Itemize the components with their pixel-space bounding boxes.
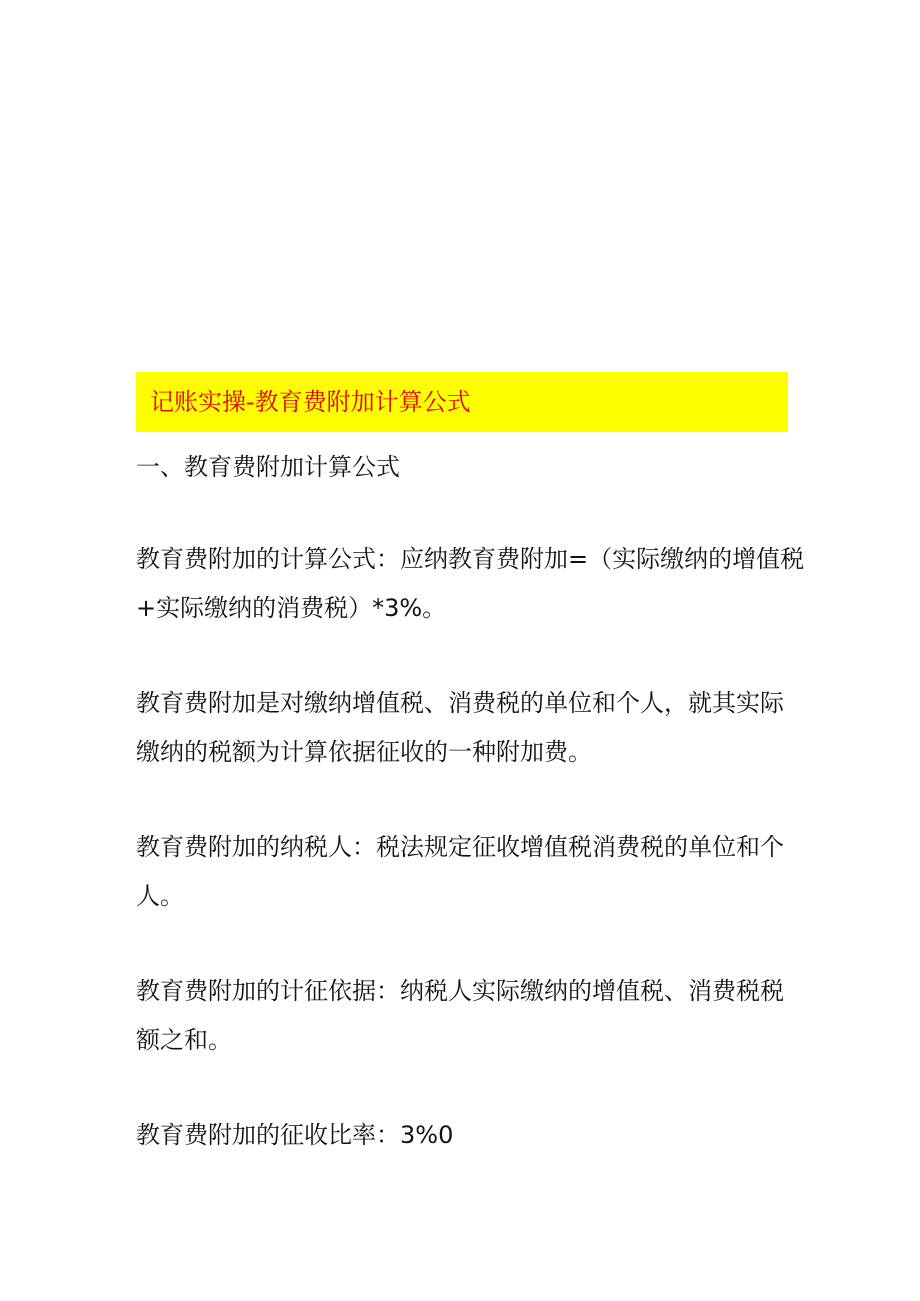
paragraph-rate (136, 1111, 796, 1160)
paragraph-definition (136, 679, 796, 777)
paragraph-line: 教育费附加的征收比率：3%0 (136, 1121, 454, 1149)
paragraph-line: 教育费附加的纳税人：税法规定征收增值税消费税的单位和个 (136, 833, 784, 861)
paragraph-tax-basis (136, 967, 796, 1065)
paragraph-taxpayer (136, 823, 796, 921)
section-heading: 一、教育费附加计算公式 (136, 453, 400, 481)
paragraph-line: 额之和。 (136, 1026, 232, 1054)
paragraph-line: 教育费附加的计算公式：应纳教育费附加=（实际缴纳的增值税 (136, 545, 805, 573)
paragraph-line: 教育费附加的计征依据：纳税人实际缴纳的增值税、消费税税 (136, 977, 784, 1005)
document-title: 记账实操-教育费附加计算公式 (150, 388, 471, 416)
paragraph-line: +实际缴纳的消费税）*3%。 (136, 594, 447, 622)
paragraph-line: 教育费附加是对缴纳增值税、消费税的单位和个人，就其实际 (136, 689, 784, 717)
paragraph-line: 缴纳的税额为计算依据征收的一种附加费。 (136, 738, 592, 766)
paragraph-formula (136, 535, 805, 633)
title-banner (136, 372, 788, 432)
paragraph-line: 人。 (136, 882, 184, 910)
